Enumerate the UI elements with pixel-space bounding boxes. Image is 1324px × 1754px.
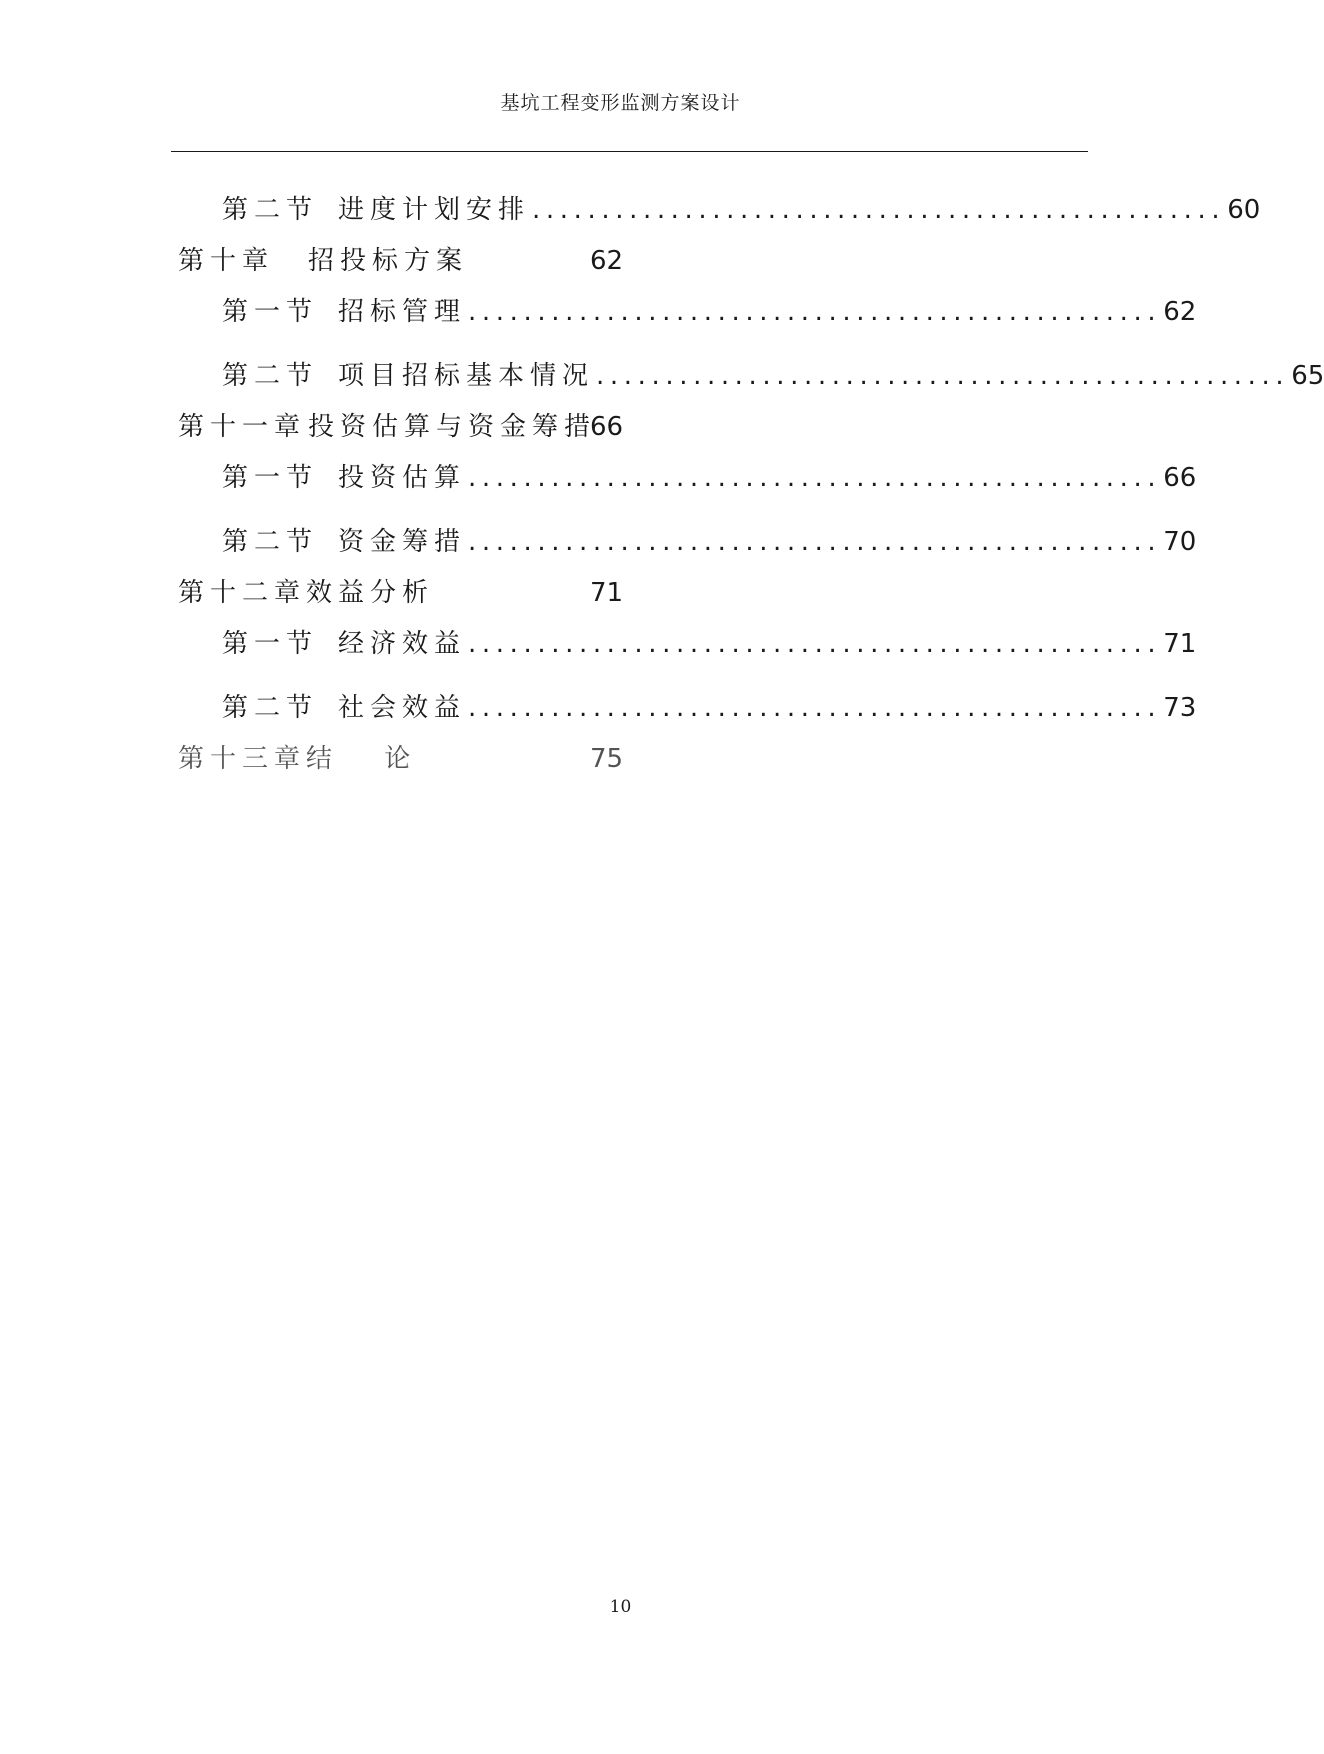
toc-entry-section <box>222 624 1197 664</box>
toc-dot-leader: .................................................. <box>468 297 1162 327</box>
toc-entry-label: 第一节 <box>222 463 319 493</box>
toc-entry-label: 第十二章 <box>178 578 307 608</box>
toc-entry-label: 第二节 <box>222 527 319 557</box>
toc-entry-title: 投资估算与资金筹措 <box>308 412 597 442</box>
toc-entry-page: 71 <box>1163 629 1197 659</box>
toc-entry-page: 62 <box>590 246 624 276</box>
running-header-title: 基坑工程变形监测方案设计 <box>500 92 741 114</box>
toc-entry-title: 资金筹措 <box>338 527 467 557</box>
toc-entry-page: 73 <box>1163 693 1197 723</box>
toc-entry-label: 第一节 <box>222 297 319 327</box>
toc-entry-label: 第十三章 <box>178 744 307 774</box>
toc-entry-label: 第二节 <box>222 195 319 225</box>
toc-entry-page: 75 <box>590 744 624 774</box>
toc-dot-leader: .................................................. <box>468 629 1162 659</box>
toc-entry-section <box>222 356 1324 396</box>
toc-entry-label: 第二节 <box>222 361 319 391</box>
toc-entry-title: 项目招标基本情况 <box>338 361 595 391</box>
toc-entry-section <box>222 688 1197 728</box>
toc-entry-page: 62 <box>1163 297 1197 327</box>
toc-entry-title: 投资估算 <box>338 463 467 493</box>
toc-entry-chapter <box>178 241 818 281</box>
toc-entry-title: 经济效益 <box>338 629 467 659</box>
toc-entry-page: 71 <box>590 578 624 608</box>
toc-entry-page: 65 <box>1291 361 1324 391</box>
toc-entry-title: 招投标方案 <box>308 246 469 276</box>
toc-entry-page: 60 <box>1227 195 1261 225</box>
toc-entry-title: 招标管理 <box>338 297 467 327</box>
header-divider <box>171 151 1088 152</box>
toc-entry-section <box>222 292 1197 332</box>
toc-entry-title: 进度计划安排 <box>338 195 531 225</box>
toc-entry-label: 第十章 <box>178 246 275 276</box>
toc-dot-leader: .................................................. <box>468 693 1162 723</box>
toc-entry-page: 66 <box>1163 463 1197 493</box>
toc-entry-chapter <box>178 573 818 613</box>
toc-entry-chapter <box>178 407 818 447</box>
toc-entry-page: 70 <box>1163 527 1197 557</box>
toc-dot-leader: .................................................. <box>532 195 1226 225</box>
toc-entry-label: 第十一章 <box>178 412 307 442</box>
toc-entry-label: 第二节 <box>222 693 319 723</box>
toc-entry-section <box>222 522 1197 562</box>
toc-entry-section <box>222 458 1197 498</box>
toc-dot-leader: .................................................. <box>596 361 1290 391</box>
toc-entry-title: 结 论 <box>306 744 433 774</box>
page-number: 10 <box>609 1597 632 1617</box>
toc-entry-chapter <box>178 739 818 779</box>
toc-entry-title: 社会效益 <box>338 693 467 723</box>
toc-dot-leader: .................................................. <box>468 527 1162 557</box>
toc-entry-label: 第一节 <box>222 629 319 659</box>
toc-entry-page: 66 <box>590 412 624 442</box>
toc-entry-title: 效益分析 <box>306 578 435 608</box>
toc-dot-leader: .................................................. <box>468 463 1162 493</box>
toc-entry-section <box>222 190 1261 230</box>
